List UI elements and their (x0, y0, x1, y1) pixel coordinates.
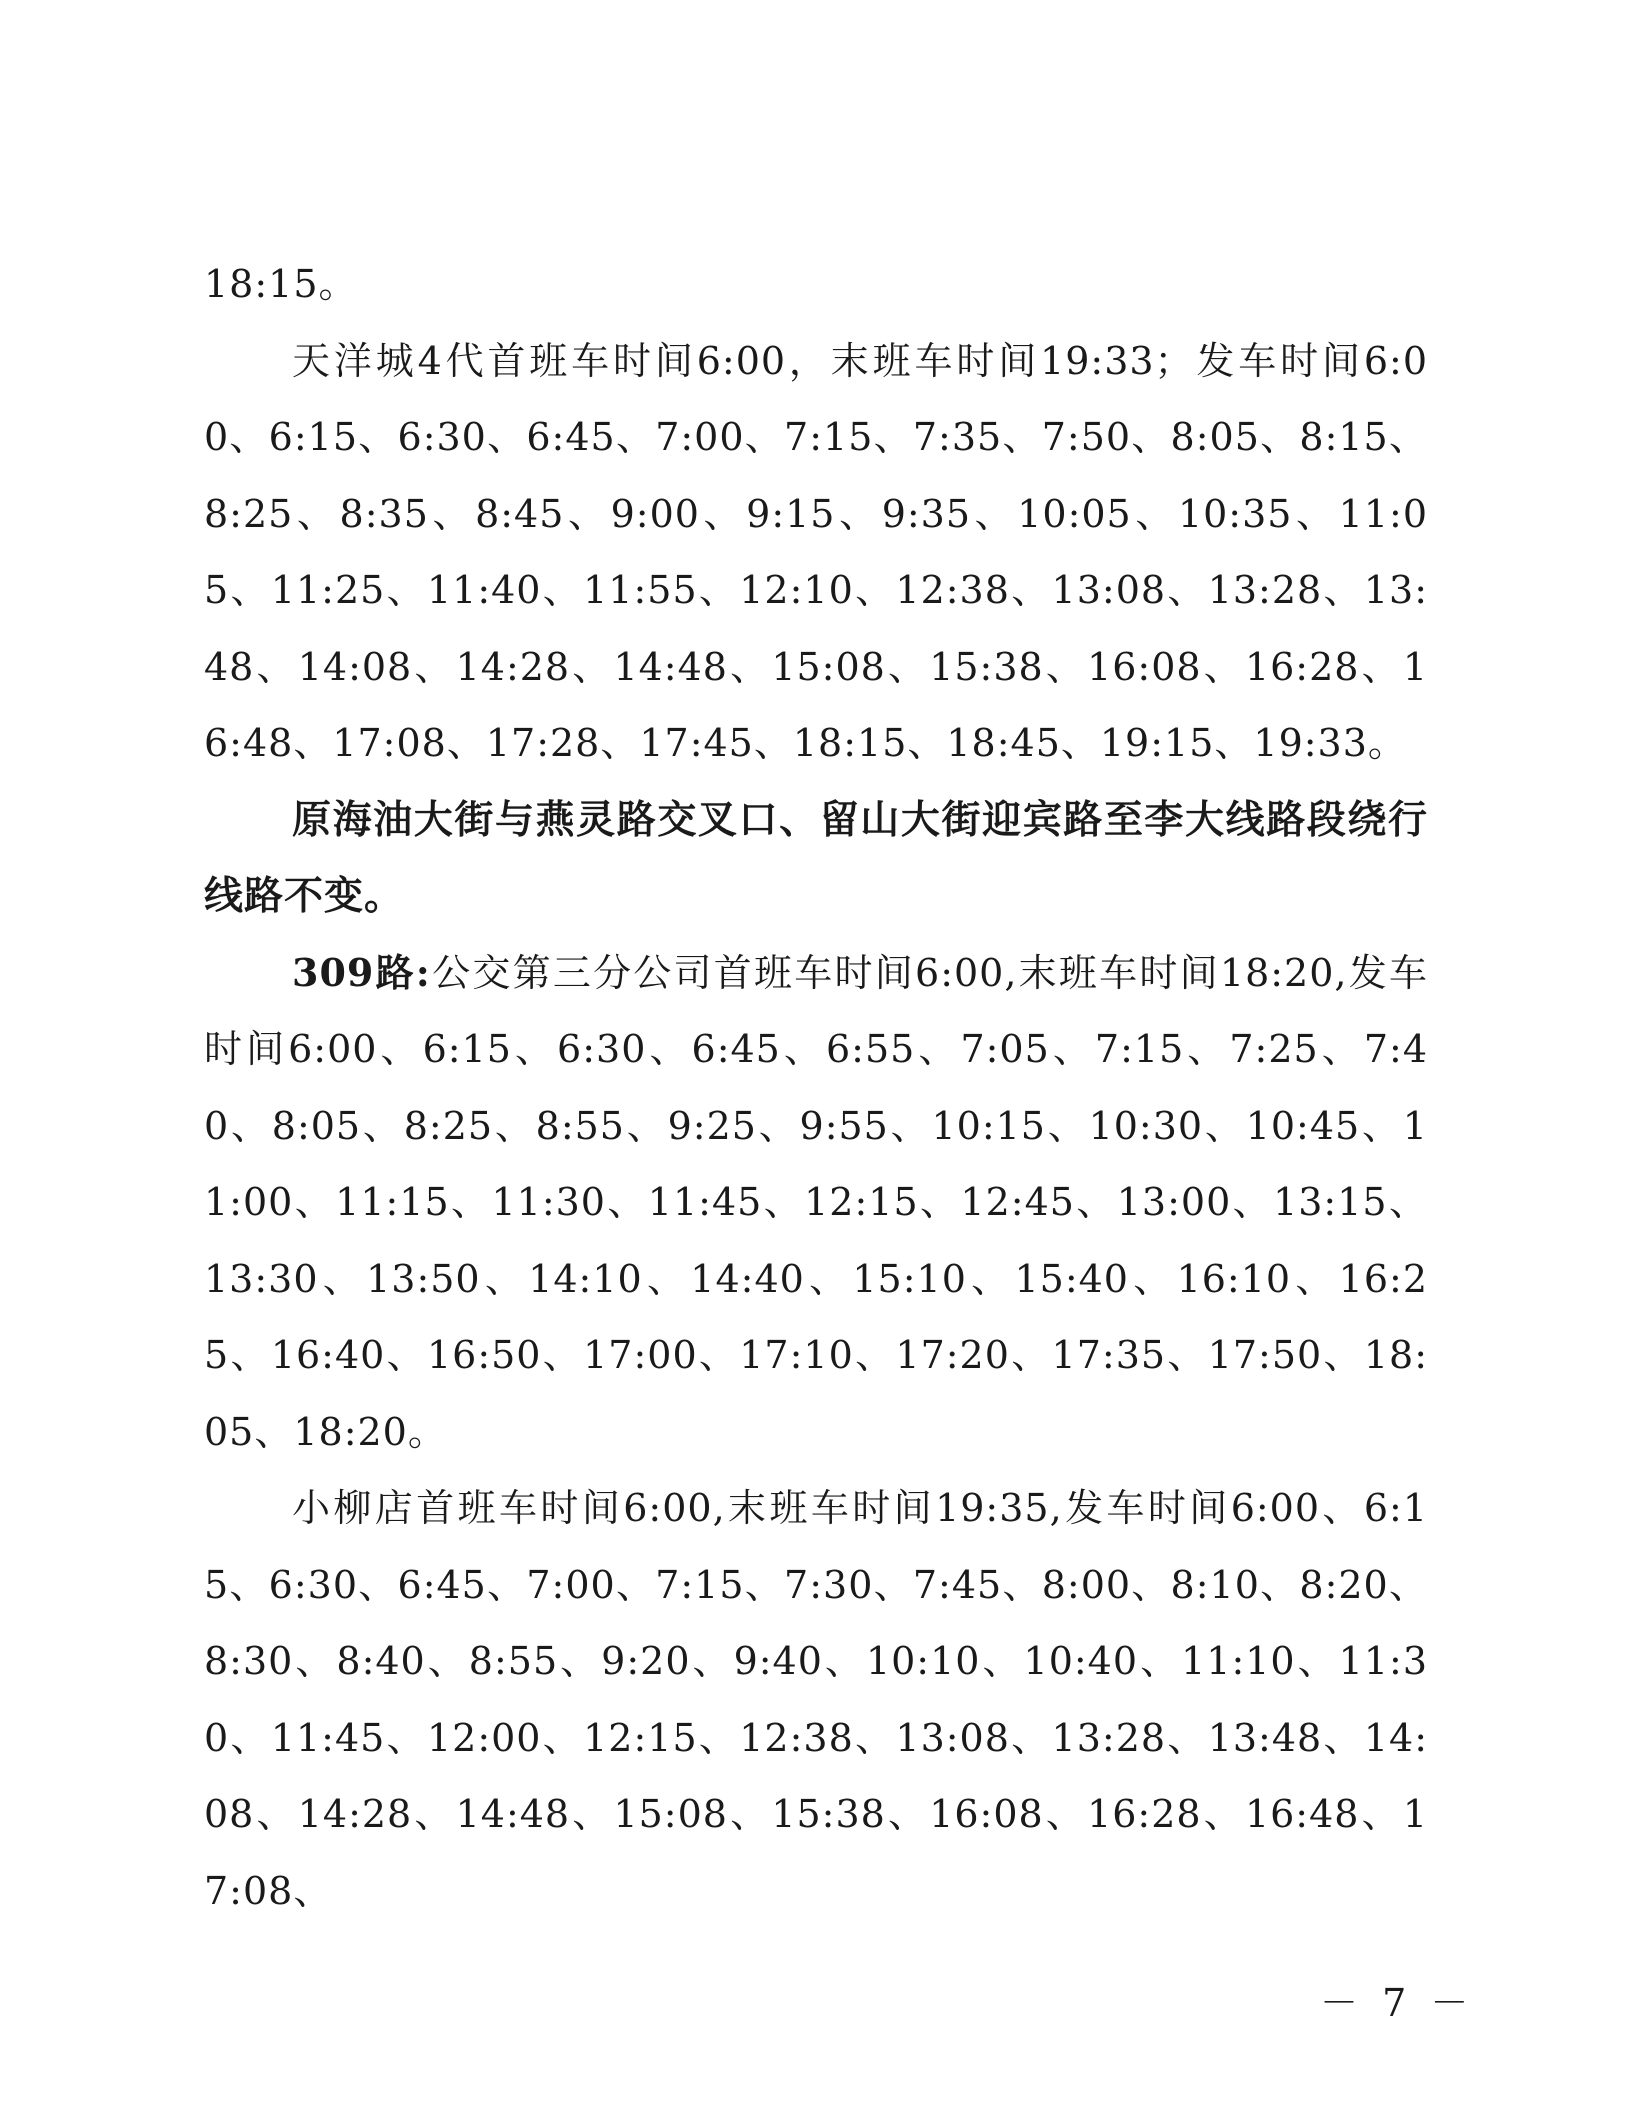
paragraph-detour-notice: 原海油大街与燕灵路交叉口、留山大街迎宾路至李大线路段绕行线路不变。 (204, 796, 1428, 919)
route-309-schedule: 公交第三分公司首班车时间6:00,末班车时间18:20,发车时间6:00、6:15、6:30、6:45、6:55、7:05、7:15、7:25、7:40、8:05、8:25、8:55、9:25、9:55、10:15、10:30、10:45、11:00、11:15、11:30、11:45、12:15、12:45、13:00、13:15、13:30、13:50、14:10、14:40、15:10、15:40、16:10、16:25、16:40、16:50、17:00、17:10、17:20、17:35、17:50、18:05、18:20。 (204, 950, 1428, 1454)
page-number: － 7 － (1320, 1981, 1475, 2025)
body-text (204, 246, 1428, 1929)
paragraph-continuation: 18:15。 (204, 262, 358, 306)
route-309-label: 309路: (292, 949, 431, 995)
paragraph-route-309 (204, 935, 1428, 1471)
paragraph-tianyangcheng-schedule: 天洋城4代首班车时间6:00，末班车时间19:33；发车时间6:00、6:15、6:30、6:45、7:00、7:15、7:35、7:50、8:05、8:15、8:25、8:35、8:45、9:00、9:15、9:35、10:05、10:35、11:05、11:25、11:40、11:55、12:10、12:38、13:08、13:28、13:48、14:08、14:28、14:48、15:08、15:38、16:08、16:28、16:48、17:08、17:28、17:45、18:15、18:45、19:15、19:33。 (204, 338, 1428, 765)
paragraph-xiaoliudian-schedule: 小柳店首班车时间6:00,末班车时间19:35,发车时间6:00、6:15、6:30、6:45、7:00、7:15、7:30、7:45、8:00、8:10、8:20、8:30、8:40、8:55、9:20、9:40、10:10、10:40、11:10、11:30、11:45、12:00、12:15、12:38、13:08、13:28、13:48、14:08、14:28、14:48、15:08、15:38、16:08、16:28、16:48、17:08、 (204, 1486, 1428, 1913)
